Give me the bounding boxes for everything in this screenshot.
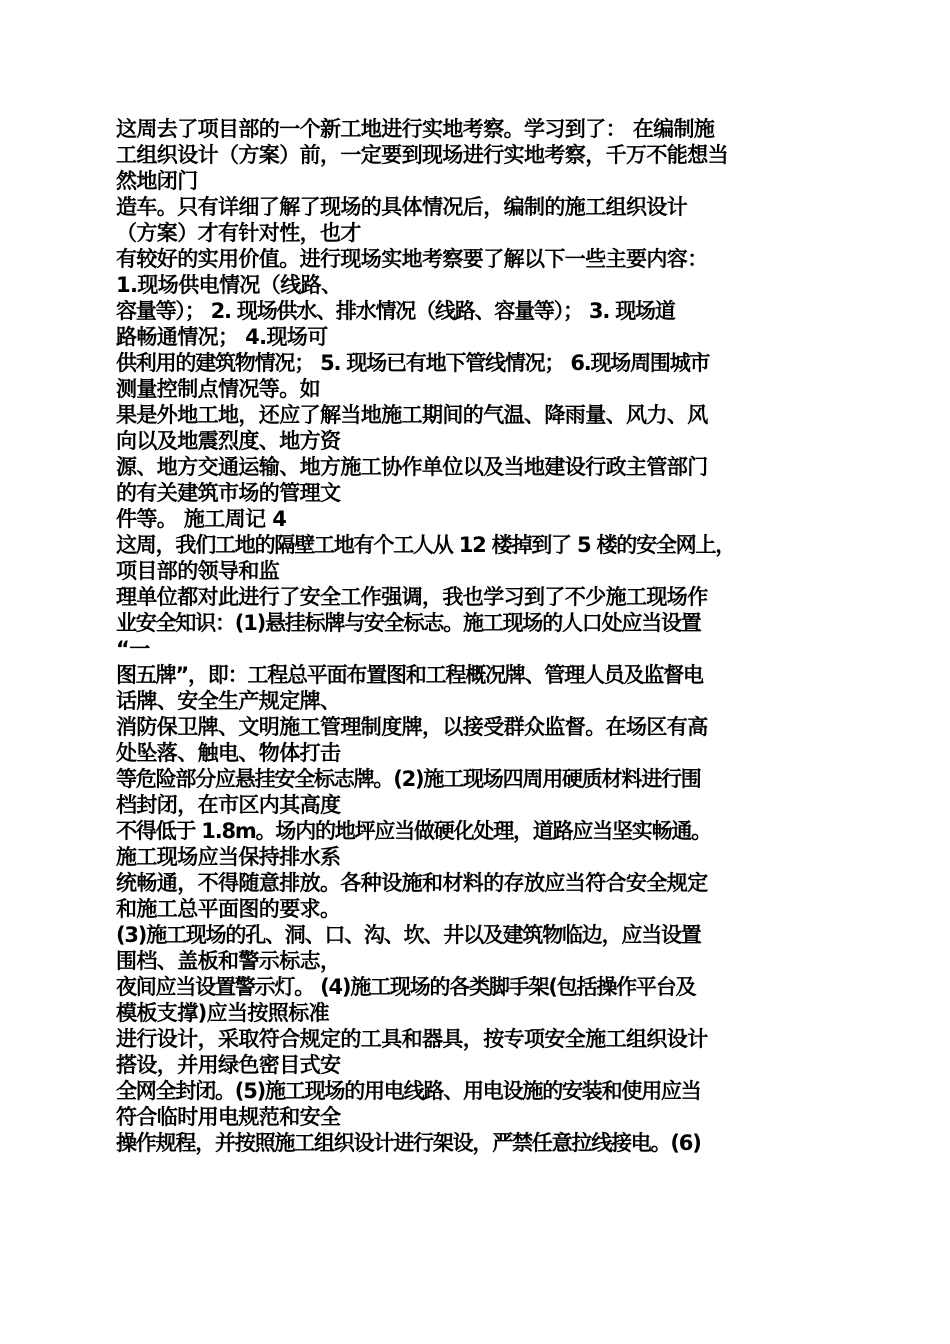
text-line: 向以及地震烈度、地方资 (116, 429, 341, 453)
text-line: 进行设计，采取符合规定的工具和器具，按专项安全施工组织设计 (116, 1027, 708, 1051)
text-line: 处坠落、触电、物体打击 (116, 741, 341, 765)
text-line: 图五牌”，即：工程总平面布置图和工程概况牌、管理人员及监督电 (116, 663, 703, 687)
text-line: 操作规程，并按照施工组织设计进行架设，严禁任意拉线接电。(6) (116, 1131, 701, 1155)
text-line: 果是外地工地，还应了解当地施工期间的气温、降雨量、风力、风 (116, 403, 708, 427)
text-line: 然地闭门 (116, 169, 198, 193)
text-line: 的有关建筑市场的管理文 (116, 481, 341, 505)
text-line: 供利用的建筑物情况； 5. 现场已有地下管线情况； 6.现场周围城市 (116, 351, 710, 375)
text-line: (3)施工现场的孔、洞、口、沟、坎、井以及建筑物临边，应当设置 (116, 923, 701, 947)
text-line: （方案）才有针对性，也才 (116, 221, 361, 245)
text-line: 工组织设计（方案）前，一定要到现场进行实地考察，千万不能想当 (116, 143, 728, 167)
text-line: 模板支撑)应当按照标准 (116, 1001, 329, 1025)
text-line: 档封闭，在市区内其高度 (116, 793, 341, 817)
text-line: 这周，我们工地的隔壁工地有个工人从 12 楼掉到了 5 楼的安全网上， (116, 533, 736, 557)
text-line: 这周去了项目部的一个新工地进行实地考察。学习到了： 在编制施 (116, 117, 715, 141)
text-line: 理单位都对此进行了安全工作强调，我也学习到了不少施工现场作 (116, 585, 708, 609)
text-line: 造车。只有详细了解了现场的具体情况后，编制的施工组织设计 (116, 195, 688, 219)
text-line: 统畅通，不得随意排放。各种设施和材料的存放应当符合安全规定 (116, 871, 708, 895)
text-line: 1.现场供电情况（线路、 (116, 273, 342, 297)
text-line: 源、地方交通运输、地方施工协作单位以及当地建设行政主管部门 (116, 455, 708, 479)
text-line: 消防保卫牌、文明施工管理制度牌，以接受群众监督。在场区有高 (116, 715, 708, 739)
text-line: 等危险部分应悬挂安全标志牌。(2)施工现场四周用硬质材料进行围 (116, 767, 701, 791)
text-line: 和施工总平面图的要求。 (116, 897, 341, 921)
text-line: 测量控制点情况等。如 (116, 377, 320, 401)
text-line: 搭设，并用绿色密目式安 (116, 1053, 341, 1077)
text-line: 符合临时用电规范和安全 (116, 1105, 341, 1129)
text-line: 施工现场应当保持排水系 (116, 845, 341, 869)
text-line: 有较好的实用价值。进行现场实地考察要了解以下一些主要内容： (116, 247, 708, 271)
text-line: 围档、盖板和警示标志， (116, 949, 341, 973)
text-line: 路畅通情况； 4.现场可 (116, 325, 328, 349)
document-body (116, 116, 836, 1156)
text-line: 话牌、安全生产规定牌、 (116, 689, 341, 713)
text-line: 项目部的领导和监 (116, 559, 280, 583)
section-heading: 件等。 施工周记 4 (116, 507, 287, 531)
text-line: 业安全知识：(1)悬挂标牌与安全标志。施工现场的人口处应当设置 (116, 611, 701, 635)
text-line: “一 (116, 637, 150, 661)
text-line: 不得低于 1.8m。场内的地坪应当做硬化处理，道路应当坚实畅通。 (116, 819, 711, 843)
text-line: 容量等）； 2. 现场供水、排水情况（线路、容量等）； 3. 现场道 (116, 299, 675, 323)
text-line: 全网全封闭。(5)施工现场的用电线路、用电设施的安装和使用应当 (116, 1079, 701, 1103)
text-line: 夜间应当设置警示灯。 (4)施工现场的各类脚手架(包括操作平台及 (116, 975, 696, 999)
